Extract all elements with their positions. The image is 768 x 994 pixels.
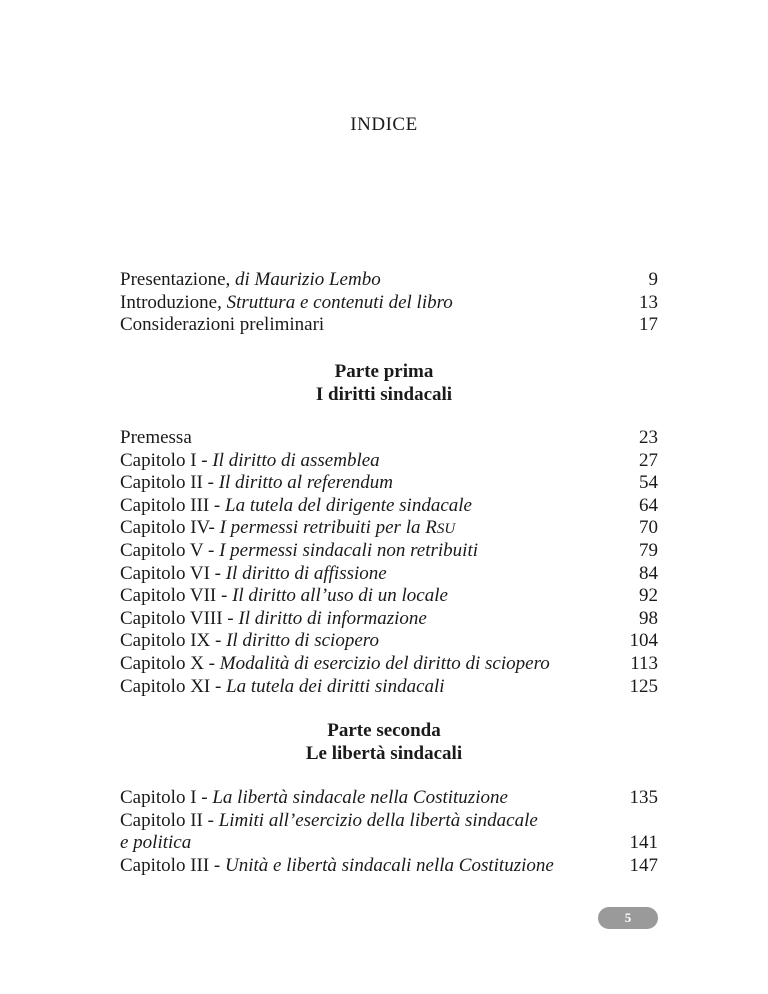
toc-entry[interactable] — [120, 676, 658, 699]
toc-entry[interactable] — [120, 585, 658, 608]
entry-page: 92 — [639, 585, 658, 607]
entry-italic: Unità e libertà sindacali nella Costituzione — [225, 854, 554, 876]
entry-page: 98 — [639, 607, 658, 629]
entry-label: Capitolo IX - — [120, 630, 227, 652]
entry-italic: Il diritto all’uso di un locale — [232, 585, 448, 607]
toc-entry[interactable] — [120, 563, 658, 586]
entry-label: Capitolo XI - — [120, 675, 227, 697]
entry-italic: Il diritto di affissione — [225, 562, 387, 584]
entry-label: Capitolo I - — [120, 449, 213, 471]
entry-page: 13 — [639, 291, 658, 313]
entry-italic: I permessi sindacali non retribuiti — [219, 539, 479, 561]
toc-entry[interactable] — [120, 517, 658, 540]
entry-page: 23 — [639, 427, 658, 448]
entry-page: 70 — [639, 517, 658, 539]
entry-italic: La tutela dei diritti sindacali — [226, 675, 445, 697]
entry-label: Introduzione, — [120, 291, 227, 313]
entry-italic: di Maurizio Lembo — [235, 269, 381, 290]
toc-entry[interactable] — [120, 855, 658, 878]
page-number-badge: 5 — [598, 907, 658, 929]
part1-subheading: I diritti sindacali — [315, 384, 453, 405]
part2-list — [120, 787, 658, 877]
toc-entry[interactable] — [120, 540, 658, 563]
toc-entry[interactable] — [120, 314, 658, 337]
entry-label: Capitolo III - — [120, 854, 226, 876]
toc-entry[interactable] — [120, 630, 658, 653]
entry-italic: Il diritto al referendum — [218, 472, 394, 494]
entry-page: 84 — [639, 562, 658, 584]
entry-page: 27 — [639, 449, 658, 471]
entry-label: Capitolo I - — [120, 787, 213, 808]
entry-label: Capitolo III - — [120, 494, 226, 516]
entry-page: 113 — [630, 652, 658, 674]
entry-label: Capitolo VII - — [120, 585, 233, 607]
part2-heading: Parte seconda — [327, 720, 441, 741]
entry-label: Capitolo II - — [120, 472, 219, 494]
entry-label: Presentazione, — [120, 269, 236, 290]
part2-subheading: Le libertà sindacali — [305, 743, 463, 764]
entry-smallcaps: SU — [436, 521, 456, 538]
entry-italic: La libertà sindacale nella Costituzione — [212, 787, 508, 808]
entry-italic: Il diritto di assemblea — [212, 449, 380, 471]
entry-italic: e politica — [120, 832, 192, 854]
entry-label: Capitolo X - — [120, 652, 220, 674]
entry-label: Capitolo V - — [120, 539, 220, 561]
entry-label: Capitolo VIII - — [120, 607, 239, 629]
toc-entry[interactable] — [120, 810, 658, 833]
entry-label: Capitolo II - — [120, 809, 219, 831]
toc-entry[interactable] — [120, 292, 658, 315]
page-title: INDICE — [350, 114, 418, 135]
entry-page: 9 — [648, 269, 658, 290]
entry-page: 17 — [639, 314, 658, 336]
entry-page: 141 — [629, 832, 658, 854]
entry-label: Premessa — [120, 427, 192, 448]
part1-list — [120, 427, 658, 698]
toc-entry[interactable] — [120, 450, 658, 473]
toc-entry[interactable] — [120, 832, 658, 855]
toc-entry[interactable] — [120, 427, 658, 450]
entry-page: 147 — [629, 854, 658, 876]
entry-page: 135 — [629, 787, 658, 808]
part1-heading: Parte prima — [334, 361, 434, 382]
toc-entry[interactable] — [120, 495, 658, 518]
entry-italic: Struttura e contenuti del libro — [226, 291, 453, 313]
toc-entry[interactable] — [120, 653, 658, 676]
entry-label: Capitolo VI - — [120, 562, 226, 584]
toc-entry[interactable] — [120, 787, 658, 810]
toc-entry[interactable] — [120, 608, 658, 631]
entry-label: Capitolo IV- — [120, 517, 220, 539]
toc-entry[interactable] — [120, 269, 658, 292]
entry-page: 104 — [629, 630, 658, 652]
entry-italic: I permessi retribuiti per la R — [219, 517, 437, 539]
entry-page: 54 — [639, 472, 658, 494]
entry-italic: Il diritto di informazione — [238, 607, 427, 629]
entry-italic: Limiti all’esercizio della libertà sindacale — [218, 809, 538, 831]
entry-page: 79 — [639, 539, 658, 561]
entry-label: Considerazioni preliminari — [120, 314, 325, 336]
intro-list — [120, 269, 658, 337]
entry-italic: Modalità di esercizio del diritto di sciopero — [219, 652, 550, 674]
entry-italic: La tutela del dirigente sindacale — [225, 494, 472, 516]
entry-page: 64 — [639, 494, 658, 516]
toc-entry[interactable] — [120, 472, 658, 495]
entry-italic: Il diritto di sciopero — [226, 630, 379, 652]
entry-page: 125 — [629, 675, 658, 697]
